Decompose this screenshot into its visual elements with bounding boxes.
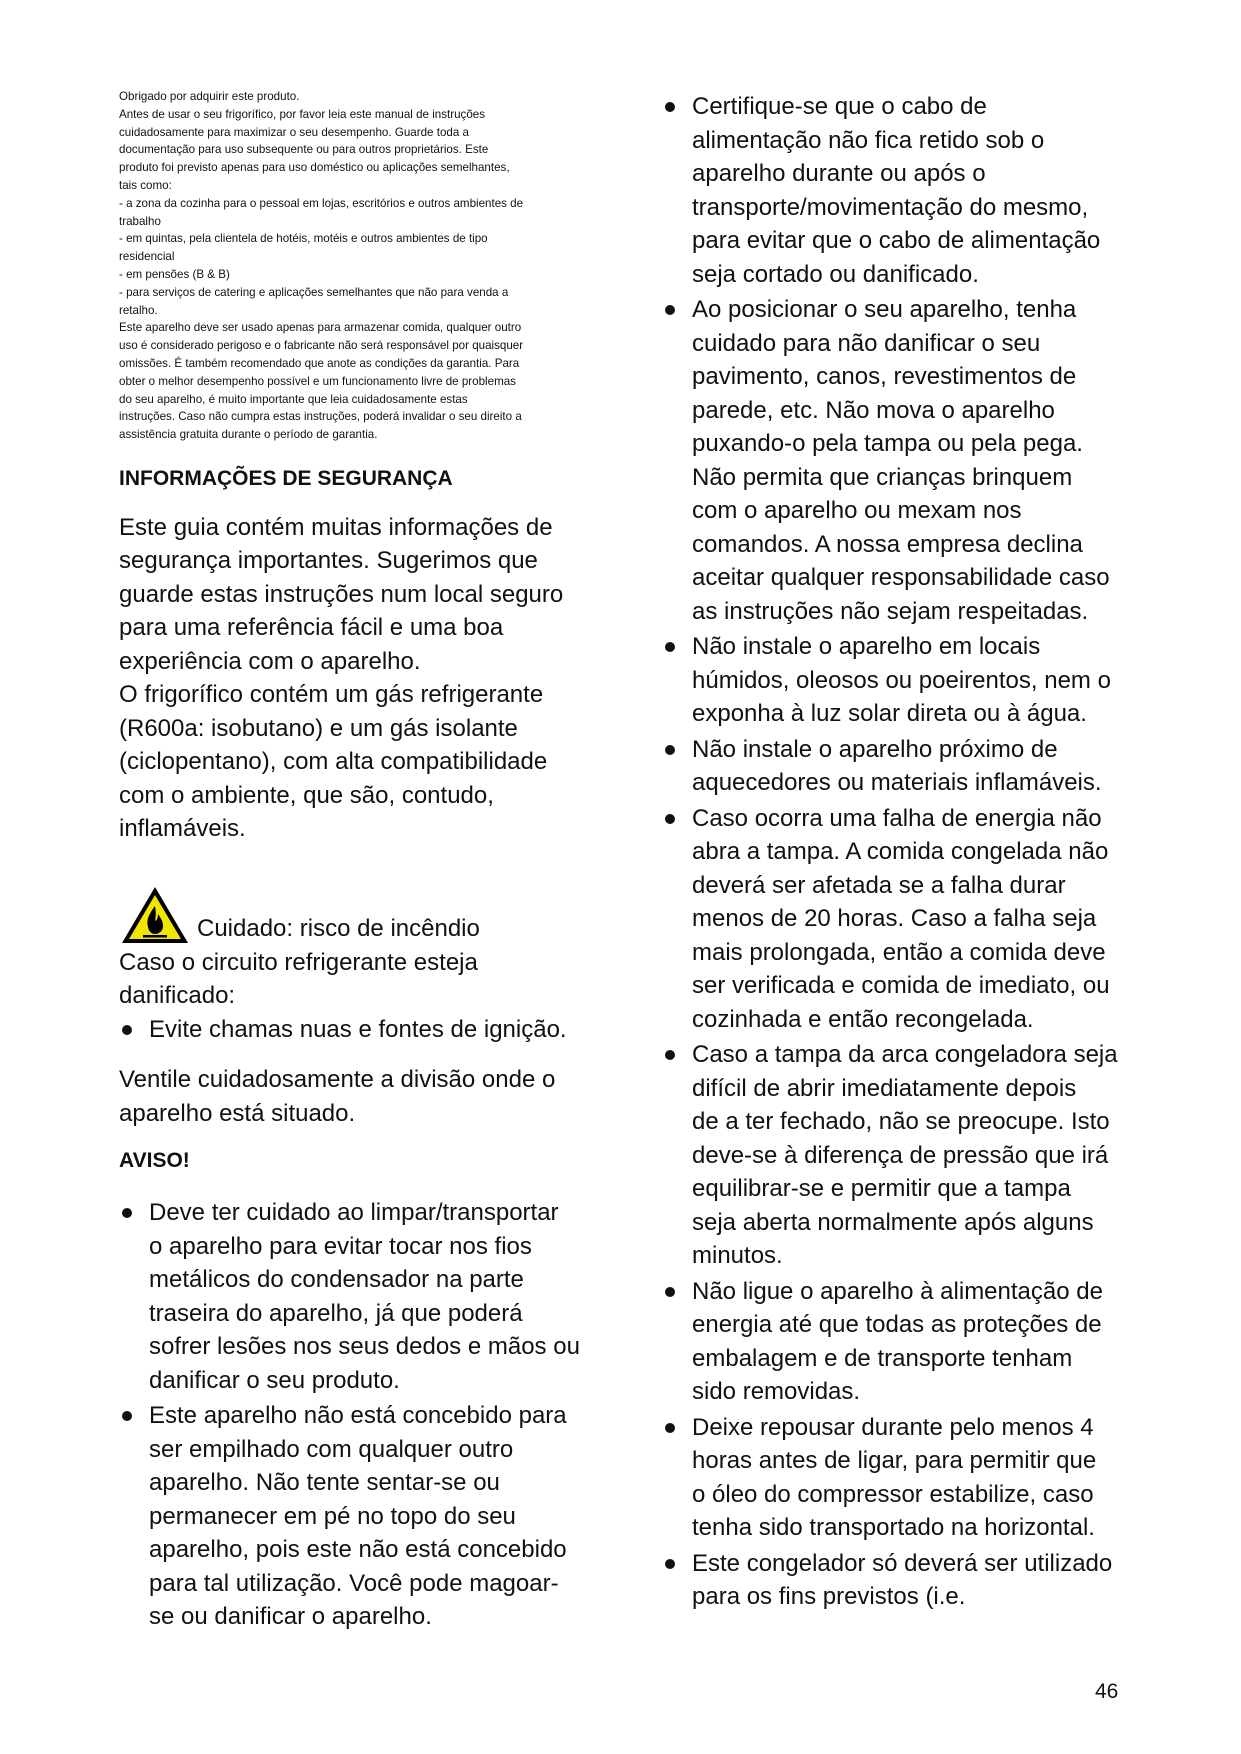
bullet-line: sido removidas. bbox=[692, 1378, 861, 1405]
intro-line: residencial bbox=[119, 250, 175, 264]
bullet-line: aceitar qualquer responsabilidade caso bbox=[692, 564, 1110, 591]
bullet-dot bbox=[665, 642, 675, 652]
intro-line: assistência gratuita durante o período de garantia. bbox=[119, 428, 378, 442]
bullet-dot bbox=[665, 1559, 675, 1569]
right-bullet-list bbox=[662, 90, 1142, 1614]
intro-line: cuidadosamente para maximizar o seu desempenho. Guarde toda a bbox=[119, 125, 469, 139]
intro-line: tais como: bbox=[119, 178, 172, 192]
bullet-dot bbox=[665, 102, 675, 112]
list-item bbox=[662, 1038, 1142, 1273]
flammable-warning-icon bbox=[119, 884, 191, 946]
bullet-line: horas antes de ligar, para permitir que bbox=[692, 1447, 1097, 1474]
bullet-line: o aparelho para evitar tocar nos fios bbox=[149, 1232, 532, 1260]
intro-line: do seu aparelho, é muito importante que leia cuidadosamente estas bbox=[119, 392, 468, 406]
safety-line: segurança importantes. Sugerimos que bbox=[119, 547, 538, 575]
bullet-line: para os fins previstos (i.e. bbox=[692, 1583, 966, 1610]
intro-line: uso é considerado perigoso e o fabricante não será responsável por quaisquer bbox=[119, 339, 524, 353]
bullet-dot bbox=[122, 1411, 132, 1421]
list-item bbox=[119, 1196, 589, 1397]
bullet-line: para tal utilização. Você pode magoar- bbox=[149, 1569, 559, 1597]
bullet-line: traseira do aparelho, já que poderá bbox=[149, 1299, 523, 1327]
bullet-line: Deve ter cuidado ao limpar/transportar bbox=[149, 1199, 559, 1227]
fire-warning-caption: Cuidado: risco de incêndio bbox=[197, 915, 480, 943]
bullet-line: Não permita que crianças brinquem bbox=[692, 463, 1073, 491]
bullet-line: ser verificada e comida de imediato, ou bbox=[692, 972, 1110, 999]
bullet-line: minutos. bbox=[692, 1242, 783, 1269]
bullet-line: aparelho durante ou após o bbox=[692, 160, 986, 187]
bullet-line: energia até que todas as proteções de bbox=[692, 1311, 1102, 1338]
intro-line: instruções. Caso não cumpra estas instruções, poderá invalidar o seu direito a bbox=[119, 410, 522, 424]
bullet-line: ser empilhado com qualquer outro bbox=[149, 1435, 514, 1463]
fire-condition-line: danificado: bbox=[119, 982, 236, 1010]
bullet-dot bbox=[122, 1208, 132, 1218]
bullet-line: cozinhada e então recongelada. bbox=[692, 1005, 1034, 1033]
bullet-line: Não instale o aparelho próximo de bbox=[692, 735, 1058, 763]
bullet-line: seja cortado ou danificado. bbox=[692, 260, 979, 288]
bullet-dot bbox=[665, 1050, 675, 1060]
bullet-dot bbox=[665, 814, 675, 824]
bullet-line: sofrer lesões nos seus dedos e mãos ou bbox=[149, 1333, 580, 1361]
bullet-dot bbox=[665, 745, 675, 755]
intro-line: - em quintas, pela clientela de hotéis, motéis e outros ambientes de tipo bbox=[119, 232, 488, 246]
page-number: 46 bbox=[1095, 1680, 1119, 1703]
aviso-heading: AVISO! bbox=[119, 1149, 190, 1173]
bullet-dot bbox=[665, 1287, 675, 1297]
bullet-line: puxando-o pela tampa ou pela pega. bbox=[692, 430, 1083, 457]
safety-line: com o ambiente, que são, contudo, bbox=[119, 781, 494, 809]
intro-line: obter o melhor desempenho possível e um funcionamento livre de problemas bbox=[119, 374, 516, 388]
list-item bbox=[662, 1547, 1142, 1614]
bullet-line: aparelho, pois este não está concebido bbox=[149, 1536, 567, 1564]
bullet-line: Este aparelho não está concebido para bbox=[149, 1402, 567, 1430]
bullet-dot bbox=[665, 305, 675, 315]
safety-line: guarde estas instruções num local seguro bbox=[119, 580, 564, 608]
bullet-line: com o aparelho ou mexam nos bbox=[692, 497, 1022, 524]
bullet-line: de a ter fechado, não se preocupe. Isto bbox=[692, 1108, 1110, 1135]
intro-line: Obrigado por adquirir este produto. bbox=[119, 90, 300, 103]
list-item bbox=[662, 1411, 1142, 1545]
bullet-line: comandos. A nossa empresa declina bbox=[692, 530, 1083, 558]
bullet-line: alimentação não fica retido sob o bbox=[692, 126, 1045, 154]
bullet-line: deve-se à diferença de pressão que irá bbox=[692, 1141, 1109, 1169]
safety-paragraph bbox=[119, 511, 589, 846]
intro-line: retalho. bbox=[119, 303, 158, 317]
bullet-line: pavimento, canos, revestimentos de bbox=[692, 363, 1077, 390]
list-item bbox=[662, 802, 1142, 1037]
intro-line: - em pensões (B & B) bbox=[119, 267, 230, 281]
bullet-line: as instruções não sejam respeitadas. bbox=[692, 597, 1089, 625]
list-item bbox=[662, 733, 1142, 800]
safety-line: Este guia contém muitas informações de bbox=[119, 513, 553, 541]
ventilate-line: Ventile cuidadosamente a divisão onde o bbox=[119, 1066, 556, 1094]
bullet-line: seja aberta normalmente após alguns bbox=[692, 1208, 1094, 1236]
ventilate-line: aparelho está situado. bbox=[119, 1099, 356, 1127]
intro-line: Este aparelho deve ser usado apenas para armazenar comida, qualquer outro bbox=[119, 321, 522, 335]
bullet-line: Este congelador só deverá ser utilizado bbox=[692, 1549, 1113, 1577]
bullet-line: húmidos, oleosos ou poeirentos, nem o bbox=[692, 666, 1111, 694]
bullet-line: transporte/movimentação do mesmo, bbox=[692, 193, 1089, 221]
bullet-line: permanecer em pé no topo do seu bbox=[149, 1502, 516, 1530]
intro-line: - a zona da cozinha para o pessoal em lojas, escritórios e outros ambientes de bbox=[119, 196, 524, 210]
bullet-line: deverá ser afetada se a falha durar bbox=[692, 871, 1066, 899]
safety-line: (R600a: isobutano) e um gás isolante bbox=[119, 714, 518, 742]
bullet-line: o óleo do compressor estabilize, caso bbox=[692, 1480, 1094, 1508]
safety-line: O frigorífico contém um gás refrigerante bbox=[119, 681, 544, 709]
bullet-line: equilibrar-se e permitir que a tampa bbox=[692, 1175, 1071, 1202]
bullet-line: embalagem e de transporte tenham bbox=[692, 1344, 1073, 1372]
bullet-line: Não instale o aparelho em locais bbox=[692, 633, 1041, 660]
bullet-line: mais prolongada, então a comida deve bbox=[692, 938, 1106, 966]
intro-line: produto foi previsto apenas para uso doméstico ou aplicações semelhantes, bbox=[119, 161, 510, 175]
safety-line: inflamáveis. bbox=[119, 815, 246, 843]
bullet-line: parede, etc. Não mova o aparelho bbox=[692, 396, 1055, 424]
fire-bullet-list bbox=[119, 1013, 589, 1047]
bullet-dot bbox=[665, 1423, 675, 1433]
bullet-line: aparelho. Não tente sentar-se ou bbox=[149, 1469, 500, 1497]
fire-condition bbox=[119, 946, 589, 1013]
intro-line: trabalho bbox=[119, 214, 161, 228]
fire-condition-line: Caso o circuito refrigerante esteja bbox=[119, 948, 478, 976]
list-item bbox=[662, 1275, 1142, 1409]
bullet-line: cuidado para não danificar o seu bbox=[692, 329, 1041, 357]
bullet-line: tenha sido transportado na horizontal. bbox=[692, 1514, 1095, 1541]
right-column bbox=[662, 90, 1142, 1614]
intro-line: - para serviços de catering e aplicações semelhantes que não para venda a bbox=[119, 285, 509, 299]
list-item bbox=[662, 630, 1142, 731]
bullet-line: para evitar que o cabo de alimentação bbox=[692, 227, 1101, 254]
bullet-line: Caso ocorra uma falha de energia não bbox=[692, 804, 1102, 832]
list-item bbox=[662, 90, 1142, 291]
list-item bbox=[662, 293, 1142, 628]
aviso-bullet-list bbox=[119, 1196, 589, 1634]
bullet-line: Deixe repousar durante pelo menos 4 bbox=[692, 1413, 1094, 1441]
bullet-line: se ou danificar o aparelho. bbox=[149, 1603, 432, 1631]
bullet-line: Certifique-se que o cabo de bbox=[692, 93, 987, 120]
bullet-line: exponha à luz solar direta ou à água. bbox=[692, 700, 1087, 727]
bullet-line: abra a tampa. A comida congelada não bbox=[692, 838, 1109, 865]
fire-warning-row bbox=[119, 884, 589, 946]
safety-line: experiência com o aparelho. bbox=[119, 647, 421, 675]
bullet-line: Ao posicionar o seu aparelho, tenha bbox=[692, 296, 1077, 323]
safety-line: para uma referência fácil e uma boa bbox=[119, 614, 504, 642]
bullet-line: danificar o seu produto. bbox=[149, 1366, 400, 1394]
bullet-line: difícil de abrir imediatamente depois bbox=[692, 1074, 1077, 1102]
bullet-line: Caso a tampa da arca congeladora seja bbox=[692, 1041, 1118, 1068]
safety-line: (ciclopentano), com alta compatibilidade bbox=[119, 748, 548, 776]
intro-line: Antes de usar o seu frigorífico, por favor leia este manual de instruções bbox=[119, 107, 486, 121]
list-item bbox=[119, 1399, 589, 1634]
intro-line: documentação para uso subsequente ou para outros proprietários. Este bbox=[119, 143, 489, 157]
intro-text bbox=[119, 88, 589, 444]
bullet-line: metálicos do condensador na parte bbox=[149, 1266, 524, 1294]
bullet-line: Não ligue o aparelho à alimentação de bbox=[692, 1277, 1103, 1305]
bullet-dot bbox=[122, 1025, 132, 1035]
intro-line: omissões. É também recomendado que anote as condições da garantia. Para bbox=[119, 356, 520, 370]
bullet-line: aquecedores ou materiais inflamáveis. bbox=[692, 769, 1102, 796]
bullet-line: menos de 20 horas. Caso a falha seja bbox=[692, 905, 1097, 932]
bullet-line: Evite chamas nuas e fontes de ignição. bbox=[149, 1015, 567, 1043]
left-column bbox=[119, 88, 589, 1634]
list-item bbox=[119, 1013, 589, 1047]
ventilate-text bbox=[119, 1063, 589, 1130]
safety-heading: INFORMAÇÕES DE SEGURANÇA bbox=[119, 466, 453, 490]
